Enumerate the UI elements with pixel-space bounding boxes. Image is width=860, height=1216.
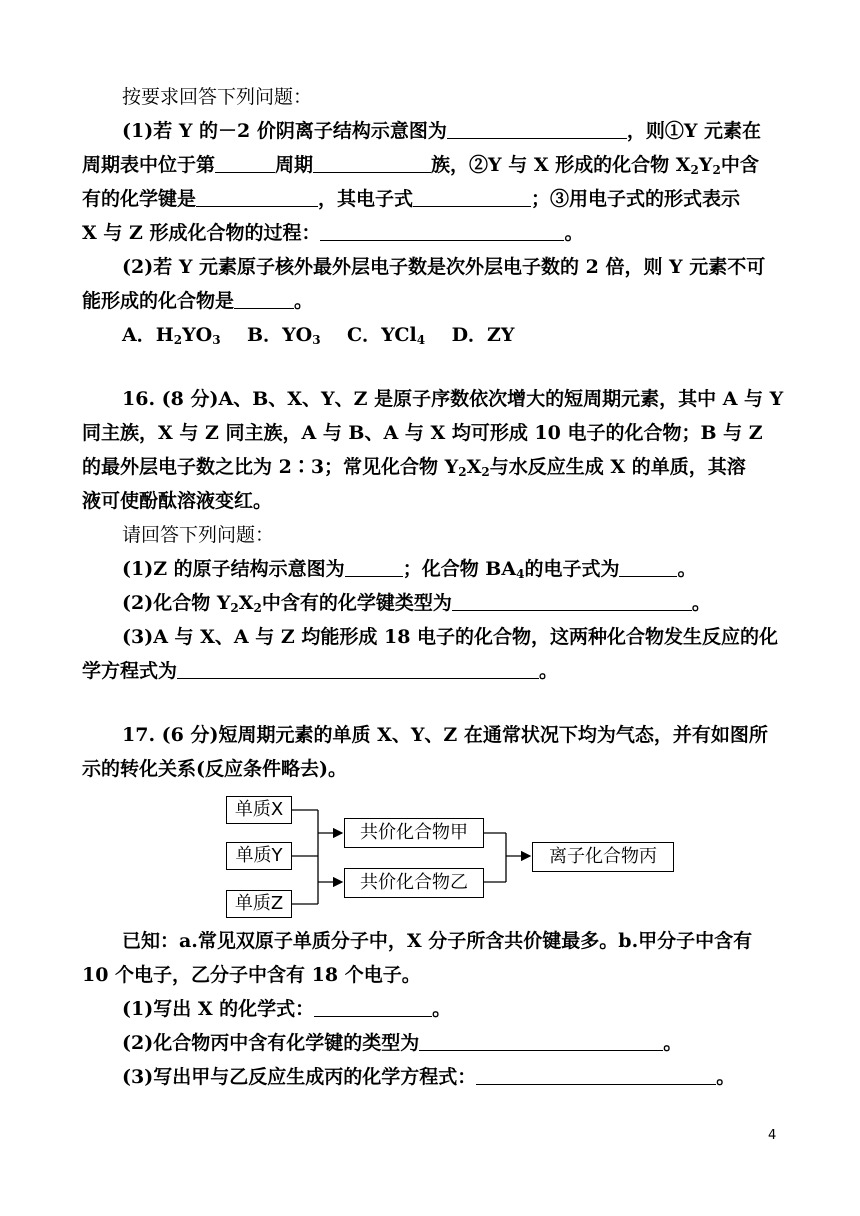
q16-line2: 同主族，X 与 Z 同主族，A 与 B、A 与 X 均可形成 10 电子的化合物；B 与 Z (82, 422, 763, 444)
answer-blank[interactable] (177, 658, 539, 679)
q15-part2-line2: 能形成的化合物是 。 (82, 290, 314, 312)
q16-ask: 请回答下列问题： (122, 524, 275, 546)
element-x-box: 单质X (226, 796, 292, 824)
answer-blank[interactable] (419, 1030, 663, 1051)
option-d[interactable]: D．ZY (451, 324, 515, 346)
compound-yi-box: 共价化合物乙 (344, 868, 484, 898)
option-b[interactable]: B．$YO_3$ (247, 324, 321, 347)
element-y-box: 单质Y (226, 842, 292, 870)
answer-blank[interactable] (314, 996, 432, 1017)
answer-blank[interactable] (452, 590, 692, 611)
page-number: 4 (768, 1128, 777, 1143)
q15-part1-line4: X 与 Z 形成化合物的过程： 。 (82, 222, 584, 244)
q17-line1: 17. (6 分)短周期元素的单质 X、Y、Z 在通常状况下均为气态，并有如图所 (122, 724, 768, 746)
intro-line: 按要求回答下列问题： (122, 86, 313, 108)
answer-blank[interactable] (345, 556, 403, 577)
answer-blank[interactable] (313, 152, 431, 173)
answer-blank[interactable] (320, 220, 564, 241)
option-c[interactable]: C．YCl$_4$ (347, 324, 426, 347)
answer-blank[interactable] (234, 288, 294, 309)
q16-part2: (2)化合物 $Y_2X_2$中含有的化学键类型为 。 (122, 592, 711, 615)
q17-part2: (2)化合物丙中含有化学键的类型为 。 (122, 1032, 683, 1054)
q16-part1: (1)Z 的原子结构示意图为 ；化合物 $BA_4$的电子式为 。 (122, 558, 697, 581)
q15-part1-line1: (1)若 Y 的－2 价阴离子结构示意图为 ，则①Y 元素在 (122, 120, 762, 142)
q17-part3: (3)写出甲与乙反应生成丙的化学方程式： 。 (122, 1066, 736, 1088)
answer-blank[interactable] (196, 186, 318, 207)
q16-line4: 液可使酚酞溶液变红。 (82, 490, 273, 512)
answer-blank[interactable] (447, 118, 627, 139)
q17-known1: 已知：a.常见双原子单质分子中，X 分子所含共价键最多。b.甲分子中含有 (122, 930, 753, 952)
q16-line3: 的最外层电子数之比为 2∶3；常见化合物 $Y_2X_2$与水反应生成 X 的单质，其溶 (82, 456, 746, 479)
q15-part1-line2: 周期表中位于第 周期 族，②Y 与 X 形成的化合物 $X_2Y_2$中含 (82, 154, 759, 177)
q15-part2-line1: (2)若 Y 元素原子核外最外层电子数是次外层电子数的 2 倍，则 Y 元素不可 (122, 256, 766, 278)
q17-known2: 10 个电子，乙分子中含有 18 个电子。 (82, 964, 421, 986)
answer-blank[interactable] (619, 556, 677, 577)
option-a[interactable]: A．$H_2YO_3$ (122, 324, 221, 347)
q16-part3-line1: (3)A 与 X、A 与 Z 均能形成 18 电子的化合物，这两种化合物发生反应的化 (122, 626, 779, 648)
q16-part3-line2: 学方程式为 。 (82, 660, 559, 682)
answer-blank[interactable] (215, 152, 275, 173)
compound-jia-box: 共价化合物甲 (344, 818, 484, 848)
compound-bing-box: 离子化合物丙 (532, 842, 674, 872)
answer-blank[interactable] (413, 186, 531, 207)
conversion-diagram (226, 796, 686, 920)
q15-part1-line3: 有的化学键是 ，其电子式 ；③用电子式的形式表示 (82, 188, 741, 210)
q15-options (122, 322, 782, 348)
element-z-box: 单质Z (226, 890, 292, 918)
q16-line1: 16. (8 分)A、B、X、Y、Z 是原子序数依次增大的短周期元素，其中 A 与 Y (122, 388, 784, 410)
q17-part1: (1)写出 X 的化学式： 。 (122, 998, 452, 1020)
q17-line2: 示的转化关系(反应条件略去)。 (82, 758, 347, 780)
answer-blank[interactable] (476, 1064, 716, 1085)
